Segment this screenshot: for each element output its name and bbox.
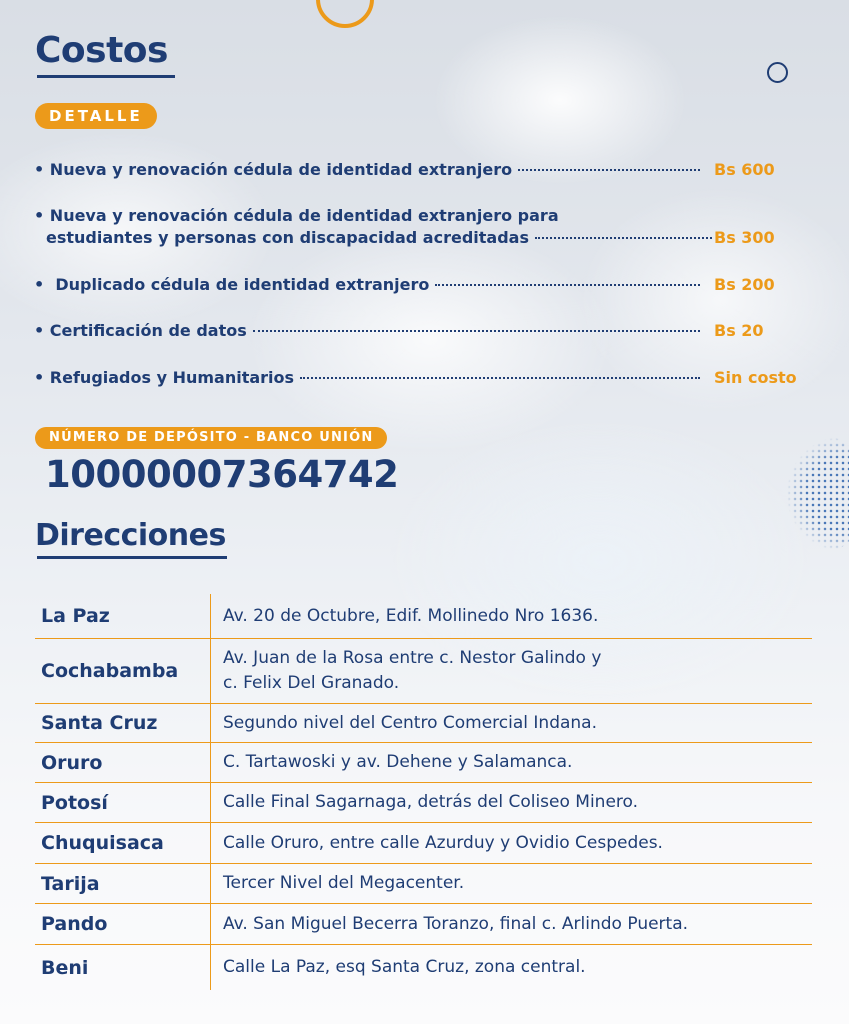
address-cell: Av. 20 de Octubre, Edif. Mollinedo Nro 1636. [223,605,599,626]
cost-item [34,321,814,343]
title-underline [37,75,175,78]
city-cell: La Paz [35,594,211,638]
cost-item [34,206,814,250]
city-cell: Santa Cruz [35,704,211,742]
table-row [35,594,812,639]
directions-table [35,594,812,990]
city-cell: Beni [35,945,211,990]
table-row [35,823,812,864]
address-cell: Av. San Miguel Becerra Toranzo, final c. Arlindo Puerta. [223,913,689,934]
dot-leader [518,169,700,171]
detalle-badge: DETALLE [35,103,157,129]
city-cell: Chuquisaca [35,823,211,863]
dot-leader [535,237,712,239]
dot-leader [253,330,700,332]
address-cell: Segundo nivel del Centro Comercial Indana. [223,712,598,733]
page-title: Costos [35,30,168,71]
table-row [35,945,812,990]
cost-price: Bs 300 [714,228,775,247]
cost-item [34,275,814,297]
address-cell: Calle Final Sagarnaga, detrás del Coliseo Minero. [223,792,639,812]
address-cell: C. Tartawoski y av. Dehene y Salamanca. [223,752,573,772]
table-row [35,704,812,743]
address-cell: Calle Oruro, entre calle Azurduy y Ovidio Cespedes. [223,832,663,853]
deposit-number: 10000007364742 [45,453,399,496]
table-row [35,864,812,904]
address-cell: Tercer Nivel del Megacenter. [223,873,465,893]
decorative-ring-small [767,62,788,83]
cost-name: estudiantes y personas con discapacidad acreditadas [46,228,529,247]
cost-item [34,368,814,390]
city-cell: Oruro [35,743,211,782]
cost-item [34,160,814,182]
cost-price: Bs 20 [714,321,764,340]
table-row [35,743,812,783]
address-cell: Av. Juan de la Rosa entre c. Nestor Galindo y c. Felix Del Granado. [223,648,602,693]
table-row [35,639,812,704]
cost-price: Bs 200 [714,275,775,294]
decorative-ring-top [316,0,374,28]
dot-leader [435,284,700,286]
cost-name: • Certificación de datos [34,321,247,340]
directions-title: Direcciones [35,518,226,553]
decorative-dot-pattern [786,436,849,552]
cost-price: Sin costo [714,368,797,387]
table-row [35,783,812,823]
cost-name: • Refugiados y Humanitarios [34,368,295,387]
city-cell: Tarija [35,864,211,903]
deposit-label-badge: NÚMERO DE DEPÓSITO - BANCO UNIÓN [35,427,387,449]
directions-underline [37,556,227,559]
cost-name: • Duplicado cédula de identidad extranjero [34,275,430,294]
city-cell: Cochabamba [35,639,211,703]
cost-price: Bs 600 [714,160,775,179]
city-cell: Pando [35,904,211,944]
table-row [35,904,812,945]
dot-leader [300,377,700,379]
city-cell: Potosí [35,783,211,822]
cost-name-line1: • Nueva y renovación cédula de identidad extranjero para [34,206,559,225]
address-cell: Calle La Paz, esq Santa Cruz, zona central. [223,957,586,977]
cost-name: • Nueva y renovación cédula de identidad extranjero [34,160,513,179]
